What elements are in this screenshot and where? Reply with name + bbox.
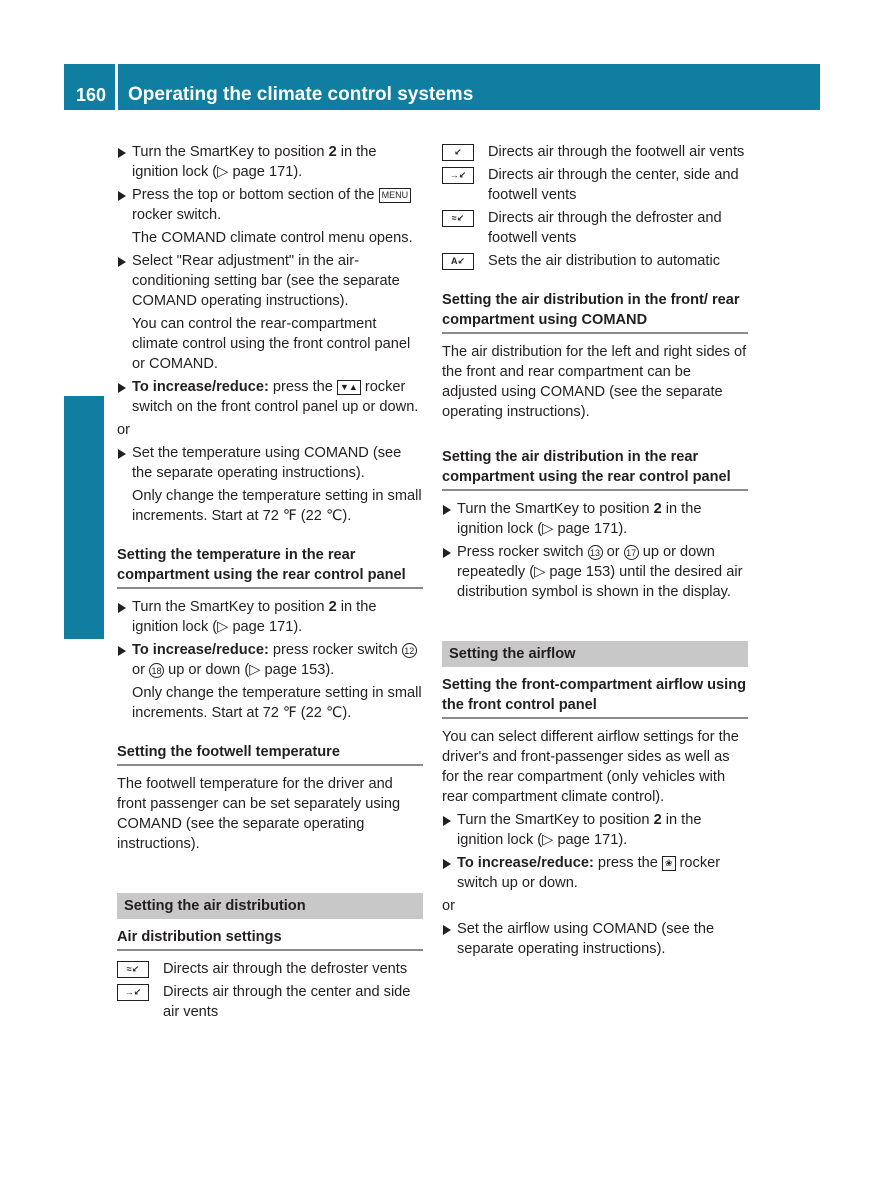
list-item: To increase/reduce: press rocker switch 12 or 18 up or down (▷ page 153). [117, 640, 423, 680]
footwell-vent-icon: ↙ [442, 144, 474, 161]
defrost-vent-icon: ≈↙ [117, 961, 149, 978]
list-item-continuation: Only change the temperature setting in small increments. Start at 72 ℉ (22 ℃). [132, 488, 422, 524]
left-column [117, 142, 423, 1025]
header-separator [115, 64, 118, 110]
center-side-footwell-vent-icon: →↙ [442, 167, 474, 184]
list-item-continuation: Only change the temperature setting in small increments. Start at 72 ℉ (22 ℃). [132, 685, 422, 721]
symbol-row: ≈↙ Directs air through the defroster vents [117, 959, 423, 979]
list-item: Press the top or bottom section of the MENU rocker switch. [117, 185, 423, 225]
switch-18-icon: 18 [149, 663, 164, 678]
defrost-footwell-vent-icon: ≈↙ [442, 210, 474, 227]
symbol-row: A↙ Sets the air distribution to automatic [442, 251, 748, 271]
list-item: Turn the SmartKey to position 2 in the ignition lock (▷ page 171). [117, 142, 423, 182]
paragraph: You can select different airflow settings for the driver's and front-passenger sides as well as for the rear compartment (only vehicles with rear compartment climate control). [442, 729, 739, 805]
or-text: or [117, 422, 130, 438]
right-column [442, 142, 748, 962]
list-item-continuation: The COMAND climate control menu opens. [132, 230, 413, 246]
section-banner: Setting the air distribution [117, 893, 423, 919]
list-item: Turn the SmartKey to position 2 in the ignition lock (▷ page 171). [442, 810, 748, 850]
airflow-fan-key-icon: ❀ [662, 856, 676, 871]
list-item: Set the airflow using COMAND (see the separate operating instructions). [442, 919, 748, 959]
up-down-key-icon: ▼▲ [337, 380, 361, 395]
list-item: Press rocker switch 13 or 17 up or down repeatedly (▷ page 153) until the desired air distribution symbol is shown in the display. [442, 542, 748, 602]
list-item: To increase/reduce: press the ❀ rocker switch up or down. [442, 853, 748, 893]
or-text: or [442, 898, 455, 914]
section-heading: Setting the air distribution in the rear compartment using the rear control panel [442, 447, 748, 491]
menu-key-icon: MENU [379, 188, 412, 203]
section-heading: Setting the temperature in the rear compartment using the rear control panel [117, 545, 423, 589]
page-number: 160 [76, 85, 107, 105]
center-side-vent-icon: →↙ [117, 984, 149, 1001]
switch-12-icon: 12 [402, 643, 417, 658]
switch-13-icon: 13 [588, 545, 603, 560]
section-banner: Setting the airflow [442, 641, 748, 667]
list-item: Turn the SmartKey to position 2 in the ignition lock (▷ page 171). [442, 499, 748, 539]
section-heading: Setting the air distribution in the front/ rear compartment using COMAND [442, 290, 748, 334]
symbol-row: →↙ Directs air through the center, side and footwell vents [442, 165, 748, 205]
list-item-continuation: You can control the rear-compartment climate control using the front control panel or COMAND. [132, 316, 411, 372]
symbol-row: ↙ Directs air through the footwell air vents [442, 142, 748, 162]
paragraph: The footwell temperature for the driver and front passenger can be set separately using COMAND (see the separate operating instructions). [117, 776, 401, 852]
page-header [64, 64, 820, 110]
list-item: Set the temperature using COMAND (see the separate operating instructions). [117, 443, 423, 483]
list-item: To increase/reduce: press the ▼▲ rocker switch on the front control panel up or down. [117, 377, 423, 417]
section-heading: Air distribution settings [117, 927, 423, 951]
side-tab-label: Climate control [74, 466, 96, 612]
page-title: Operating the climate control systems [128, 84, 474, 105]
list-item: Select "Rear adjustment" in the air-conditioning setting bar (see the separate COMAND operating instructions). [117, 251, 423, 311]
section-heading: Setting the front-compartment airflow using the front control panel [442, 675, 748, 719]
auto-distribution-icon: A↙ [442, 253, 474, 270]
symbol-row: ≈↙ Directs air through the defroster and footwell vents [442, 208, 748, 248]
switch-17-icon: 17 [624, 545, 639, 560]
paragraph: The air distribution for the left and right sides of the front and rear compartment can be adjusted using COMAND (see the separate operating instructions). [442, 344, 747, 420]
symbol-row: →↙ Directs air through the center and side air vents [117, 982, 423, 1022]
list-item: Turn the SmartKey to position 2 in the ignition lock (▷ page 171). [117, 597, 423, 637]
section-heading: Setting the footwell temperature [117, 742, 423, 766]
